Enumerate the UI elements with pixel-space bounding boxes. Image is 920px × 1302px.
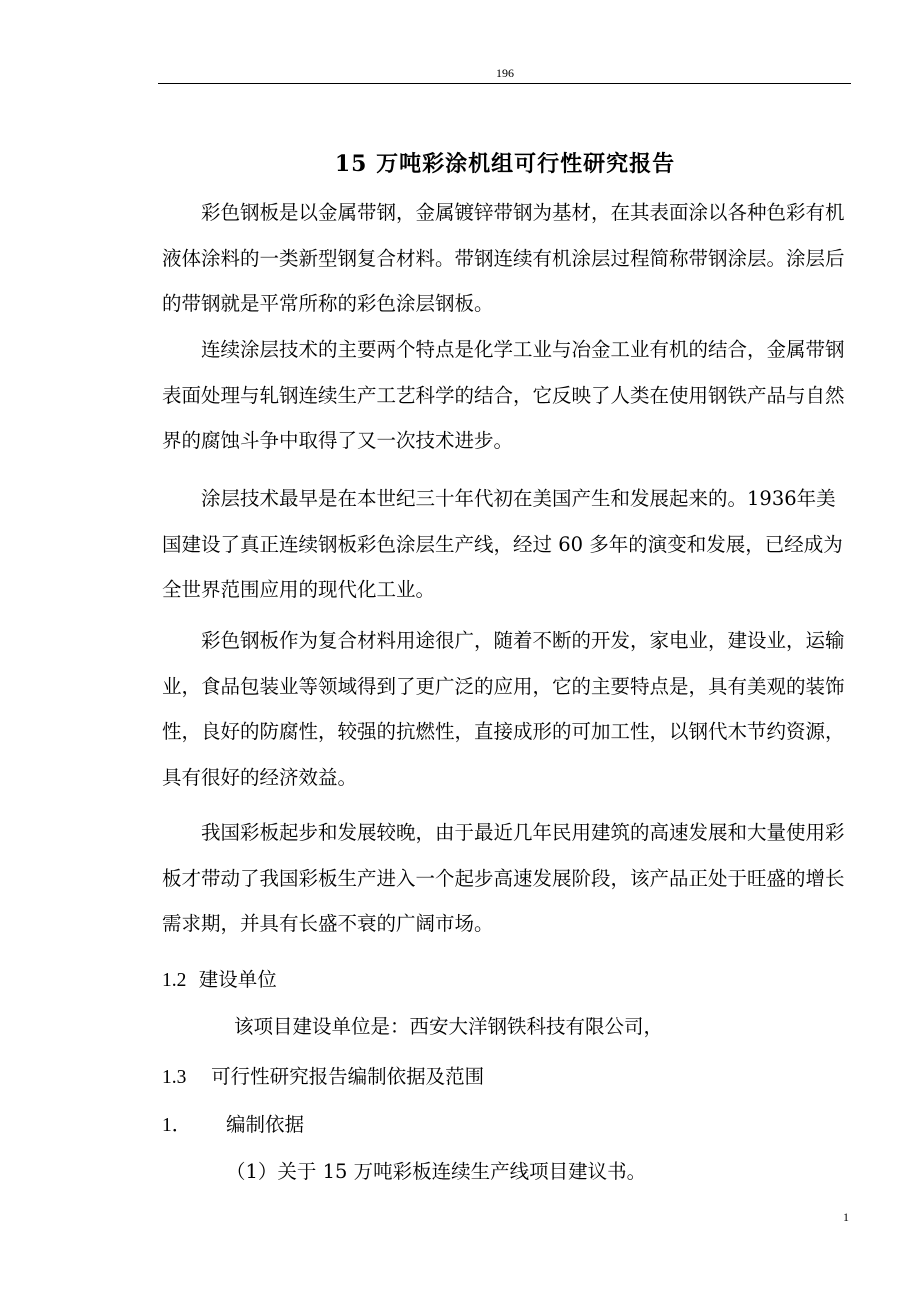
paragraph-4: 彩色钢板作为复合材料用途很广，随着不断的开发，家电业，建设业，运输业，食品包装业等领域得到了更广泛的应用，它的主要特点是，具有美观的装饰性，良好的防腐性，较强的抗燃性，直接成形的可加工性，以钢代木节约资源，具有很好的经济效益。 xyxy=(162,629,845,789)
item-1-sub: （1）关于 15 万吨彩板连续生产线项目建议书。 xyxy=(226,1160,647,1183)
section-1-2-number: 1.2 xyxy=(162,970,187,991)
footer-page-number: 1 xyxy=(843,1210,849,1224)
paragraph-1: 彩色钢板是以金属带钢，金属镀锌带钢为基材，在其表面涂以各种色彩有机液体涂料的一类新型钢复合材料。带钢连续有机涂层过程简称带钢涂层。涂层后的带钢就是平常所称的彩色涂层钢板。 xyxy=(162,201,845,315)
section-1-2-content: 该项目建设单位是：西安大洋钢铁科技有限公司， xyxy=(234,1015,664,1038)
header-rule xyxy=(158,83,851,84)
document-title: 15 万吨彩涂机组可行性研究报告 xyxy=(334,151,676,177)
header-page-number: 196 xyxy=(496,66,514,80)
section-1-3-number: 1.3 xyxy=(162,1067,187,1088)
paragraph-3: 涂层技术最早是在本世纪三十年代初在美国产生和发展起来的。1936年美国建设了真正连续钢板彩色涂层生产线，经过 60 多年的演变和发展，已经成为全世界范围应用的现代化工业。 xyxy=(162,487,843,601)
paragraph-2: 连续涂层技术的主要两个特点是化学工业与冶金工业有机的结合，金属带钢表面处理与轧钢连续生产工艺科学的结合，它反映了人类在使用钢铁产品与自然界的腐蚀斗争中取得了又一次技术进步。 xyxy=(162,338,845,452)
paragraph-5: 我国彩板起步和发展较晚，由于最近几年民用建筑的高速发展和大量使用彩板才带动了我国彩板生产进入一个起步高速发展阶段，该产品正处于旺盛的增长需求期，并具有长盛不衰的广阔市场。 xyxy=(162,821,845,935)
item-1-title: 编制依据 xyxy=(226,1113,305,1136)
section-1-3-title: 可行性研究报告编制依据及范围 xyxy=(211,1065,485,1088)
section-1-2-heading xyxy=(162,965,277,996)
item-1-number: 1． xyxy=(162,1115,192,1136)
section-1-2-title: 建设单位 xyxy=(198,968,277,991)
section-1-3-heading xyxy=(162,1062,484,1093)
item-1-heading xyxy=(162,1110,304,1141)
